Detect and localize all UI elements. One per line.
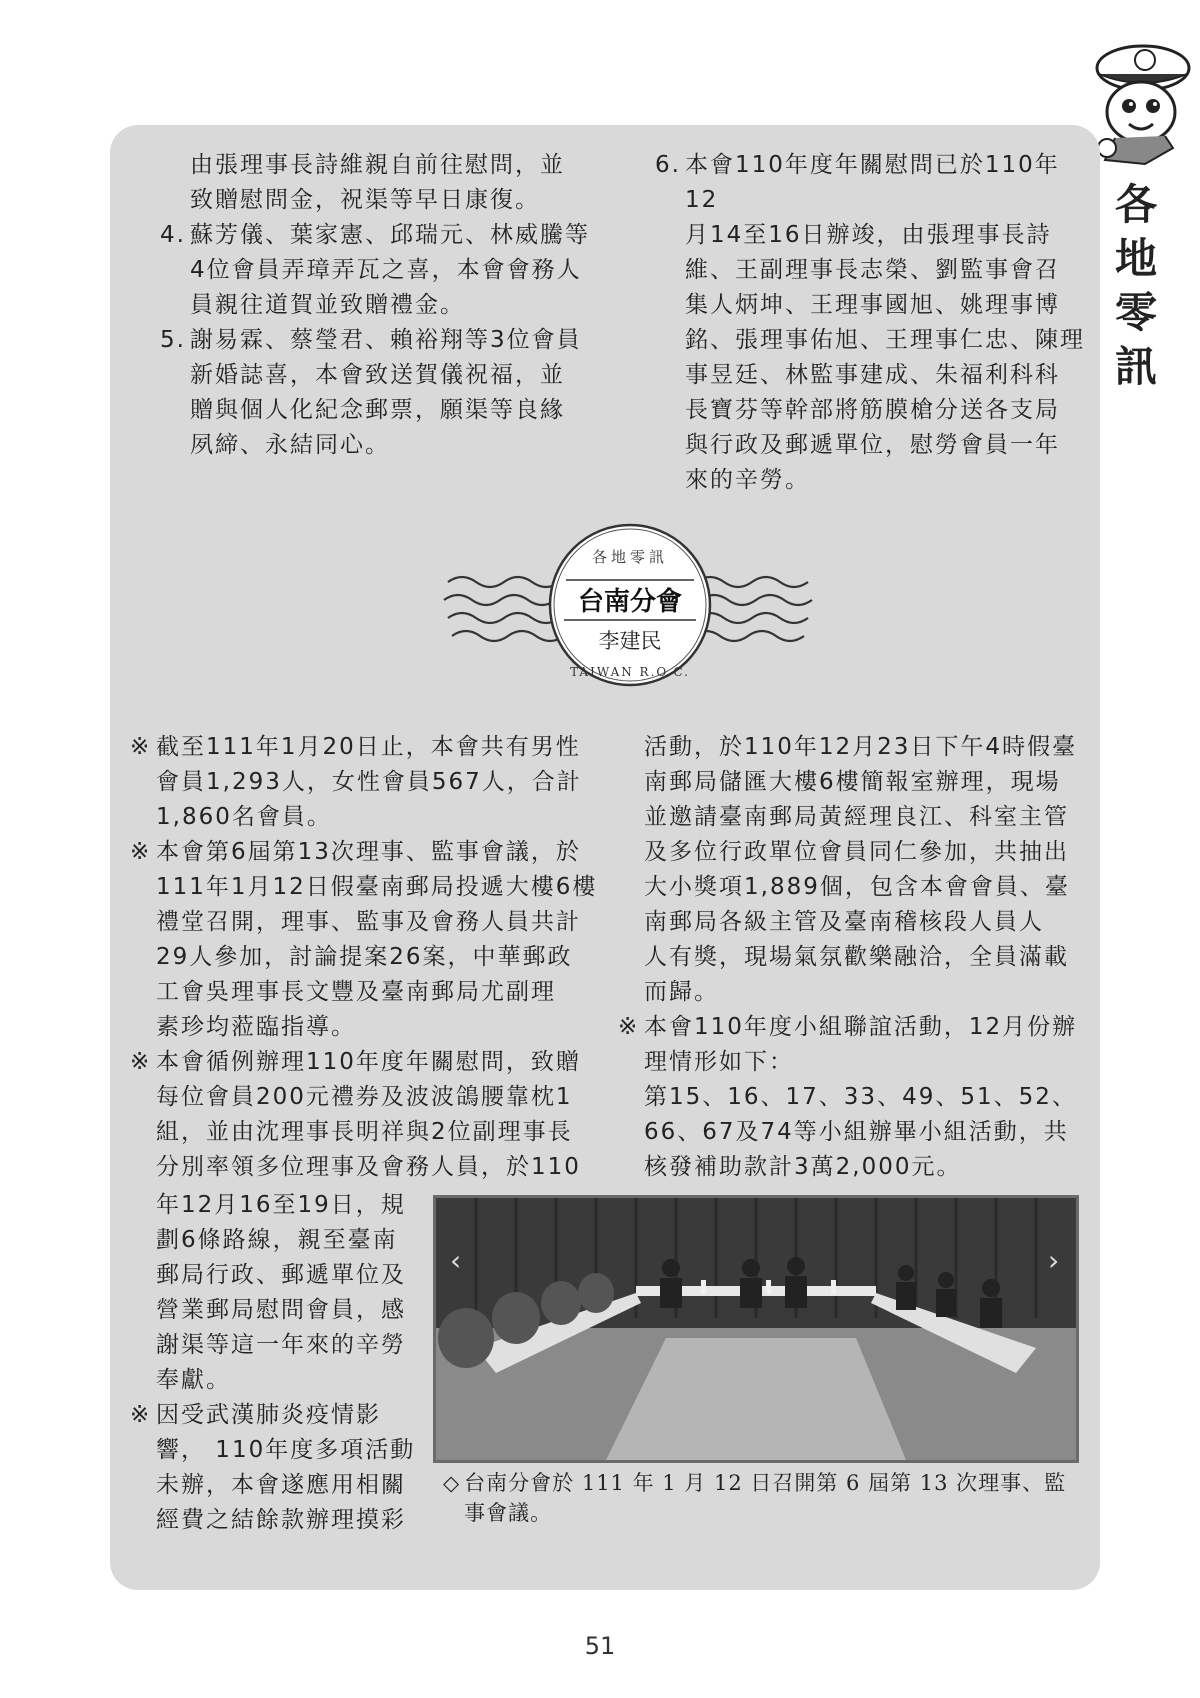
note-line: 分別率領多位理事及會務人員，於110 (156, 1154, 581, 1180)
narrow-line: 劃6條路線，親至臺南 (156, 1227, 398, 1253)
item-line: 本會110年度年關慰問已於110年12 (685, 152, 1060, 213)
item-line: 月14至16日辦竣，由張理事長詩 (685, 222, 1052, 248)
note-line: 素珍均蒞臨指導。 (156, 1014, 356, 1040)
note-line: 因受武漢肺炎疫情影 (156, 1402, 381, 1428)
item-number: 5. (160, 327, 186, 353)
note-line: 本會第6屆第13次理事、監事會議，於 (156, 839, 581, 865)
item-line: 事昱廷、林監事建成、朱福利科科 (685, 362, 1060, 388)
branch-stamp (440, 520, 820, 690)
section-title-char: 地 (1114, 234, 1157, 283)
note-mark: ※ (618, 1014, 640, 1040)
detail-line: 核發補助款計3萬2,000元。 (644, 1154, 962, 1180)
item-line: 長寶芬等幹部將筋膜槍分送各支局 (685, 397, 1060, 423)
note-mark: ※ (130, 1402, 152, 1428)
page-number: 51 (584, 1632, 616, 1660)
continued-line: 而歸。 (644, 979, 719, 1005)
note-item (618, 1010, 1088, 1080)
narrow-line: 奉獻。 (156, 1367, 231, 1393)
stamp-branch-name: 台南分會 (577, 587, 683, 617)
narrow-line: 謝渠等這一年來的辛勞 (156, 1332, 406, 1358)
note-mark: ※ (130, 734, 152, 760)
note-mark: ※ (130, 1049, 152, 1075)
section-title-vertical (1108, 178, 1164, 394)
note-line: 組，並由沈理事長明祥與2位副理事長 (156, 1119, 573, 1145)
stamp-top-text: 各地零訊 (591, 548, 669, 566)
caption-line: 事會議。 (464, 1501, 553, 1525)
item-number: 6. (655, 152, 681, 178)
section-title-char: 零 (1114, 288, 1157, 337)
continued-line: 南郵局儲匯大樓6樓簡報室辦理，現場 (644, 769, 1061, 795)
continued-line: 活動，於110年12月23日下午4時假臺 (644, 734, 1078, 760)
continued-line: 由張理事長詩維親自前往慰問，並 (190, 152, 565, 178)
meeting-photo (433, 1195, 1079, 1463)
bottom-left-narrow-column (130, 1188, 420, 1538)
narrow-line: 營業郵局慰問會員，感 (156, 1297, 406, 1323)
detail-line: 66、67及74等小組辦畢小組活動，共 (644, 1119, 1069, 1145)
item-line: 來的辛勞。 (685, 467, 810, 493)
svg-text:›: › (1048, 1244, 1060, 1277)
list-item-6 (655, 148, 1085, 498)
note-line: 每位會員200元禮券及波波鴿腰靠枕1 (156, 1084, 573, 1110)
note-line: 1,860名會員。 (156, 804, 332, 830)
note-line: 111年1月12日假臺南郵局投遞大樓6樓 (156, 874, 598, 900)
caption-mark: ◇ (443, 1471, 461, 1495)
note-item (130, 835, 600, 1045)
note-line: 本會循例辦理110年度年關慰問，致贈 (156, 1049, 581, 1075)
svg-text:‹: ‹ (450, 1244, 462, 1277)
top-left-column (160, 148, 590, 463)
item-number: 4. (160, 222, 186, 248)
section-title-char: 各 (1114, 180, 1157, 229)
item-line: 蘇芳儀、葉家憲、邱瑞元、林威騰等 (190, 222, 590, 248)
caption-line: 台南分會於 111 年 1 月 12 日召開第 6 屆第 13 次理事、監 (464, 1471, 1067, 1495)
item-line: 新婚誌喜，本會致送賀儀祝福，並 (190, 362, 565, 388)
item-line: 維、王副理事長志榮、劉監事會召 (685, 257, 1060, 283)
stamp-bottom-text: TAIWAN R.O.C. (570, 665, 690, 679)
note-item (130, 730, 600, 835)
bottom-right-column (618, 730, 1088, 1185)
detail-line: 第15、16、17、33、49、51、52、 (644, 1084, 1077, 1110)
note-line: 工會吳理事長文豐及臺南郵局尤副理 (156, 979, 556, 1005)
continued-line: 致贈慰問金，祝渠等早日康復。 (190, 187, 540, 213)
photo-caption (443, 1468, 1083, 1528)
section-title-char: 訊 (1114, 342, 1157, 391)
list-item-5 (160, 323, 590, 463)
note-line: 經費之結餘款辦理摸彩 (156, 1507, 406, 1533)
item-line: 夙締、永結同心。 (190, 432, 390, 458)
continued-line: 人有獎，現場氣氛歡樂融洽，全員滿載 (644, 944, 1069, 970)
note-item (130, 1045, 600, 1185)
note-line: 理情形如下： (644, 1049, 794, 1075)
note-mark: ※ (130, 839, 152, 865)
note-line: 會員1,293人，女性會員567人，合計 (156, 769, 582, 795)
mascot-illustration (1085, 30, 1195, 170)
item-line: 集人炳坤、王理事國旭、姚理事博 (685, 292, 1060, 318)
narrow-line: 郵局行政、郵遞單位及 (156, 1262, 406, 1288)
item-line: 員親往道賀並致贈禮金。 (190, 292, 465, 318)
continued-line: 及多位行政單位會員同仁參加，共抽出 (644, 839, 1069, 865)
continued-line: 大小獎項1,889個，包含本會會員、臺 (644, 874, 1070, 900)
top-right-column (655, 148, 1085, 498)
list-item-4 (160, 218, 590, 323)
narrow-line: 年12月16至19日，規 (156, 1192, 406, 1218)
note-line: 29人參加，討論提案26案，中華郵政 (156, 944, 573, 970)
note-line: 響， 110年度多項活動 (156, 1437, 416, 1463)
note-line: 未辦，本會遂應用相關 (156, 1472, 406, 1498)
note-line: 截至111年1月20日止，本會共有男性 (156, 734, 581, 760)
note-item (130, 1398, 420, 1538)
continued-line: 南郵局各級主管及臺南稽核段人員人 (644, 909, 1044, 935)
stamp-author: 李建民 (598, 629, 662, 653)
continued-line: 並邀請臺南郵局黃經理良江、科室主管 (644, 804, 1069, 830)
note-line: 本會110年度小組聯誼活動，12月份辦 (644, 1014, 1078, 1040)
item-line: 4位會員弄璋弄瓦之喜，本會會務人 (190, 257, 582, 283)
item-line: 贈與個人化紀念郵票，願渠等良緣 (190, 397, 565, 423)
item-line: 謝易霖、蔡瑩君、賴裕翔等3位會員 (190, 327, 582, 353)
bottom-left-column (130, 730, 600, 1185)
item-line: 銘、張理事佑旭、王理事仁忠、陳理 (685, 327, 1085, 353)
item-line: 與行政及郵遞單位，慰勞會員一年 (685, 432, 1060, 458)
note-line: 禮堂召開，理事、監事及會務人員共計 (156, 909, 581, 935)
